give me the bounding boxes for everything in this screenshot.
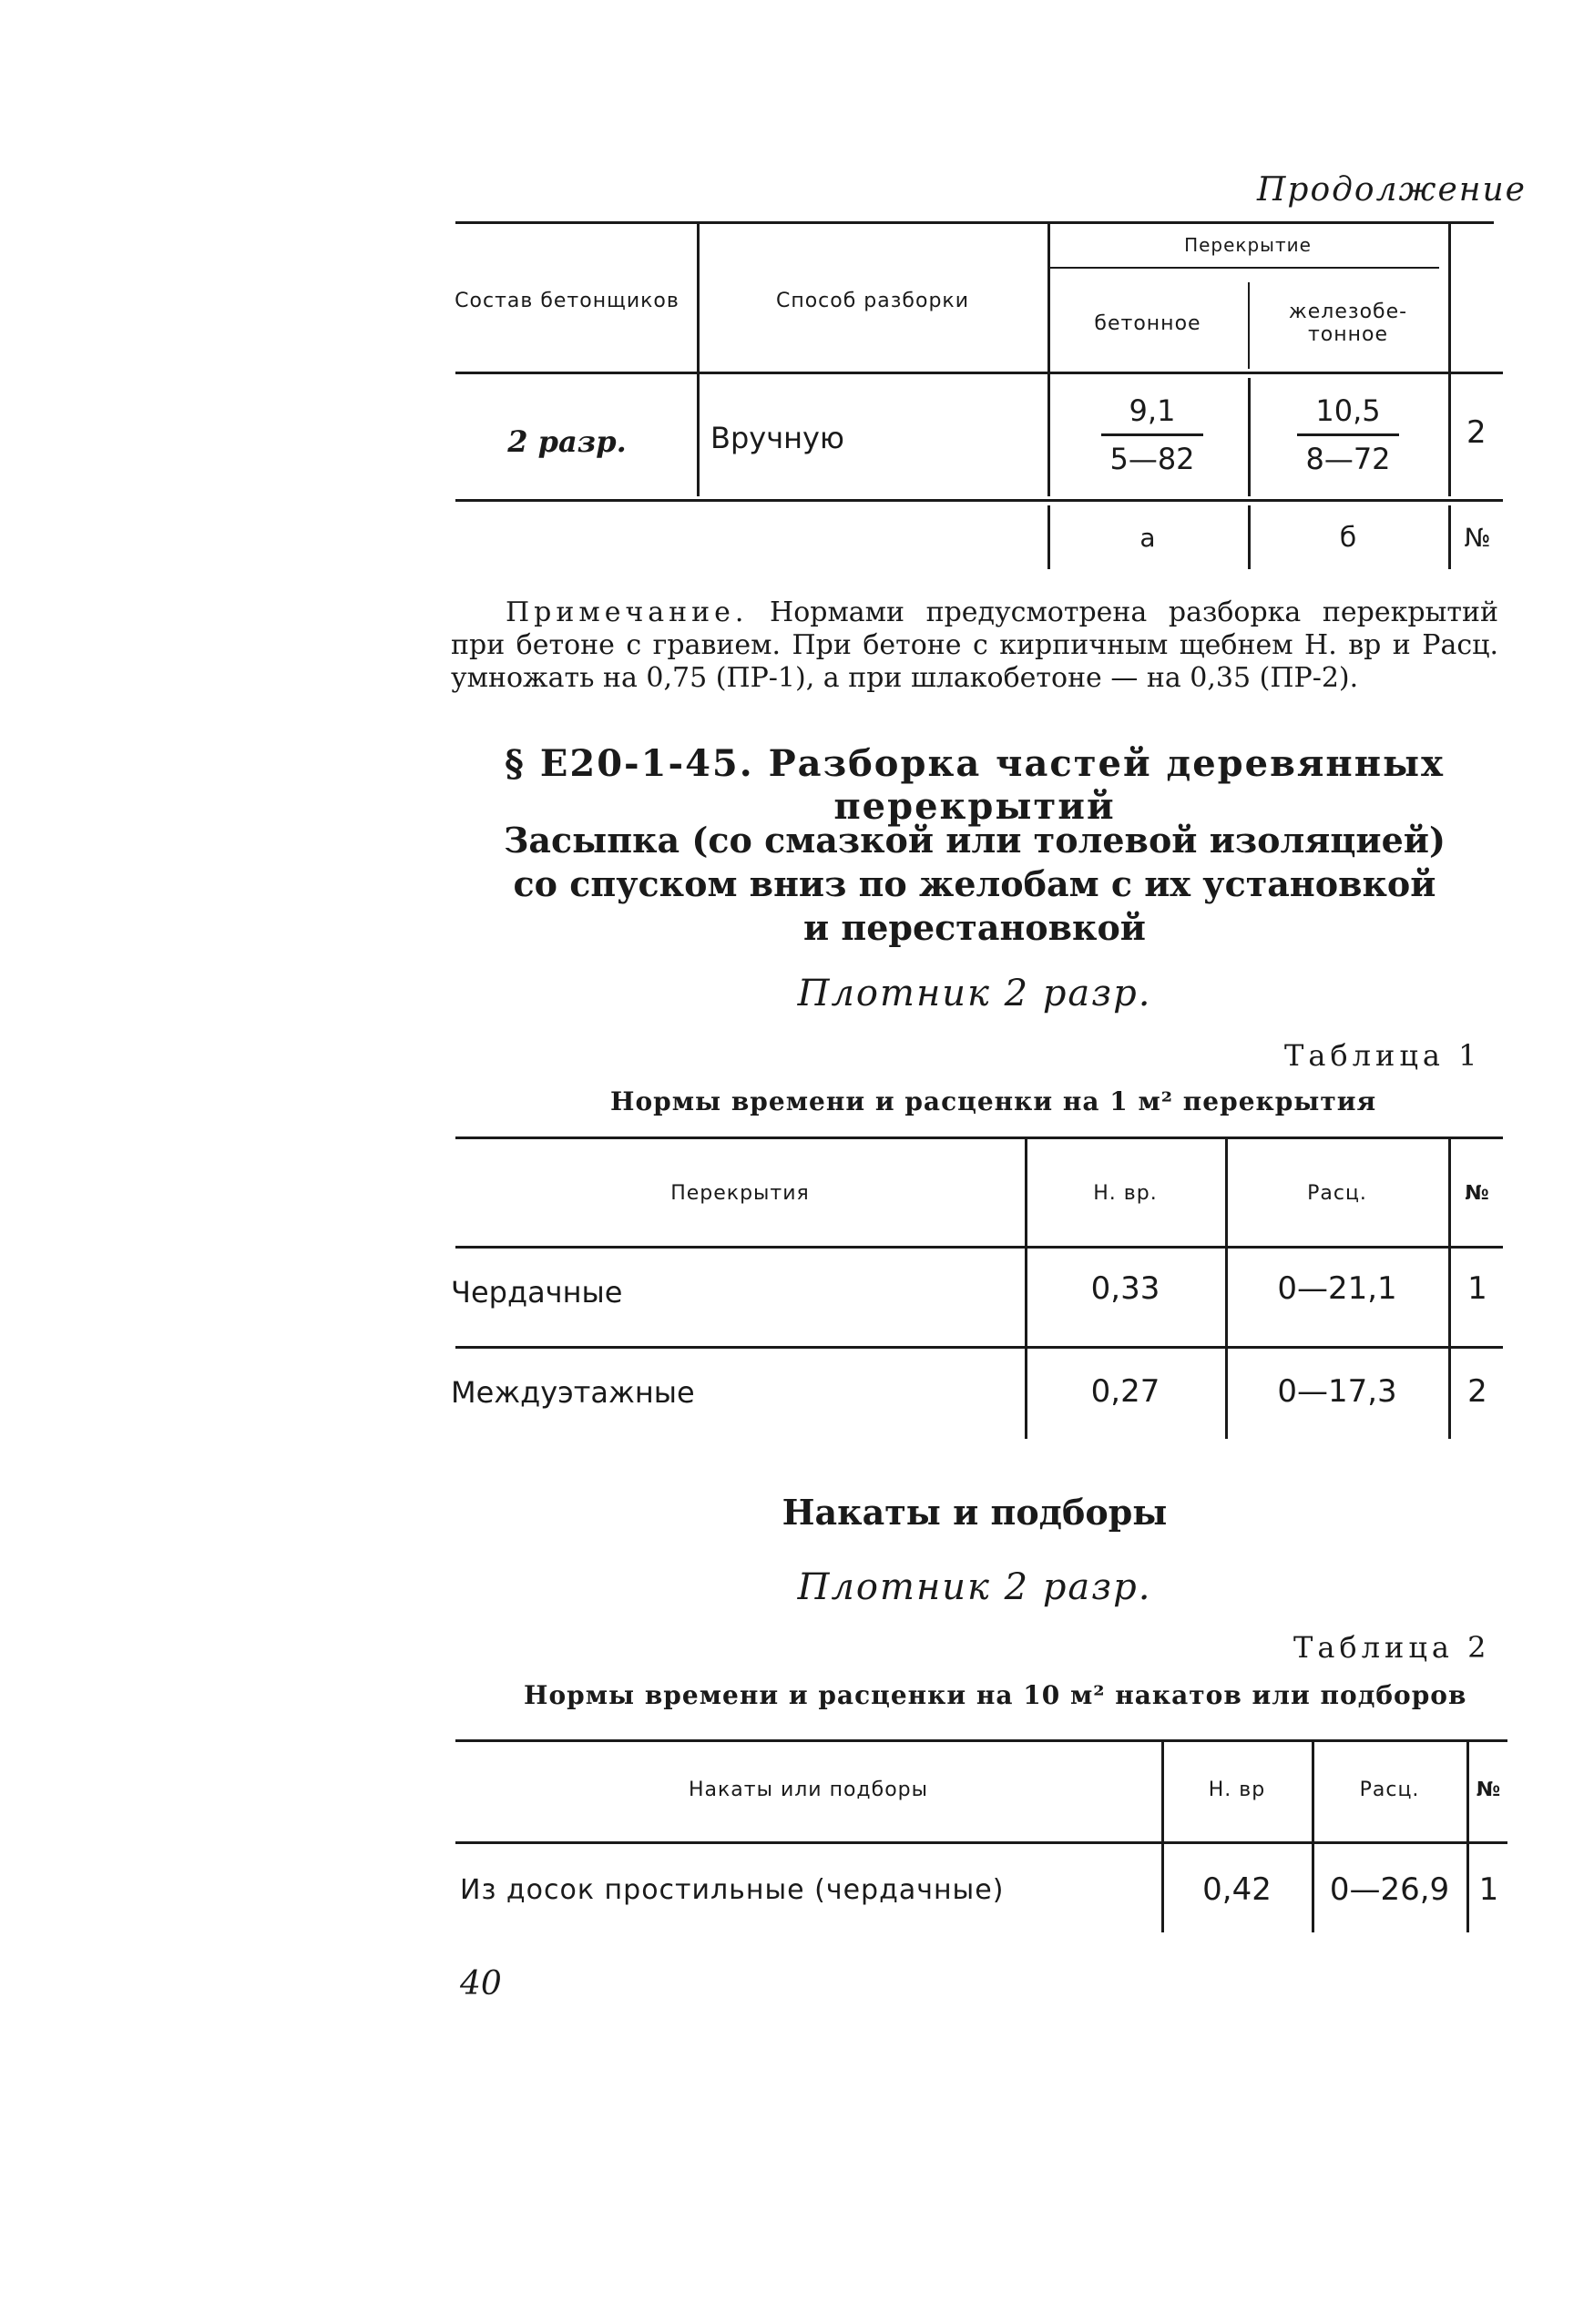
subsection2-worker: Плотник 2 разр.	[797, 1566, 1152, 1608]
footer-a: а	[1139, 522, 1156, 553]
header-method: Способ разборки	[775, 289, 970, 312]
note-text: Нормами предусмотрена разборка перекрытий при бетоне с гравием. При бетоне с кирпичным щебнем Н. вр и Расц. умножать на 0,75 (ПР-1), а при шлакобетоне — на 0,35 (ПР-2).	[451, 596, 1498, 694]
table1-header-rate: Расц.	[1307, 1181, 1367, 1205]
table2-label: Таблица 2	[1293, 1630, 1491, 1665]
table2-header-time: Н. вр	[1208, 1778, 1266, 1801]
section-worker: Плотник 2 разр.	[797, 973, 1152, 1014]
table1-row-2-type: Междуэтажные	[451, 1375, 695, 1410]
reinforced-fraction	[1289, 393, 1407, 476]
page-number: 40	[460, 1965, 502, 2003]
header-composition: Состав бетонщиков	[455, 289, 679, 312]
footer-b: б	[1339, 521, 1357, 554]
table1-row-1-num: 1	[1467, 1270, 1487, 1307]
table2-header-type: Накаты или подборы	[688, 1778, 929, 1801]
row-method: Вручную	[710, 421, 844, 455]
table2-caption: Нормы времени и расценки на 10 м² накатов или подборов	[524, 1680, 1467, 1710]
concrete-time: 9,1	[1129, 393, 1176, 428]
table1-header-type: Перекрытия	[670, 1181, 810, 1205]
header-concrete: бетонное	[1094, 311, 1201, 335]
section-title: § Е20-1-45. Разборка частей деревянных перекрытий	[505, 742, 1445, 828]
section-subtitle-3: и перестановкой	[803, 907, 1146, 948]
section-subtitle-1: Засыпка (со смазкой или толевой изоляцией)	[504, 820, 1446, 861]
row-number: 2	[1466, 414, 1487, 451]
header-floor-group: Перекрытие	[1184, 234, 1312, 256]
footer-num: №	[1464, 522, 1491, 553]
note-label: Примечание.	[506, 596, 749, 628]
subsection2-title: Накаты и подборы	[782, 1492, 1168, 1533]
table2-row-1-type: Из досок простильные (чердачные)	[460, 1874, 1005, 1906]
table1-label: Таблица 1	[1284, 1038, 1482, 1073]
note-paragraph	[451, 596, 1498, 695]
reinforced-rate: 8—72	[1305, 442, 1391, 476]
table2-row-1-time: 0,42	[1202, 1871, 1272, 1908]
table1-row-1-rate: 0—21,1	[1277, 1270, 1397, 1307]
concrete-rate: 5—82	[1109, 442, 1195, 476]
concrete-fraction	[1093, 393, 1211, 476]
table1-header-num: №	[1465, 1181, 1490, 1205]
table1-caption: Нормы времени и расценки на 1 м² перекрытия	[610, 1086, 1377, 1116]
table2-header-num: №	[1476, 1778, 1502, 1801]
table2-row-1-rate: 0—26,9	[1329, 1871, 1450, 1908]
table1-row-1-time: 0,33	[1090, 1270, 1160, 1307]
continuation-label: Продолжение	[1257, 171, 1527, 209]
section-subtitle-2: со спуском вниз по желобам с их установкой	[513, 863, 1436, 904]
table1-row-2-num: 2	[1467, 1373, 1487, 1410]
table2-header-rate: Расц.	[1359, 1778, 1420, 1801]
table2-row-1-num: 1	[1478, 1871, 1499, 1908]
header-reinforced: железобе-тонное	[1288, 301, 1408, 346]
reinforced-time: 10,5	[1315, 393, 1381, 428]
table1-row-2-time: 0,27	[1090, 1373, 1160, 1410]
table1-row-2-rate: 0—17,3	[1277, 1373, 1397, 1410]
row-composition: 2 разр.	[507, 424, 627, 459]
table1-header-time: Н. вр.	[1093, 1181, 1158, 1205]
table1-row-1-type: Чердачные	[451, 1275, 623, 1310]
